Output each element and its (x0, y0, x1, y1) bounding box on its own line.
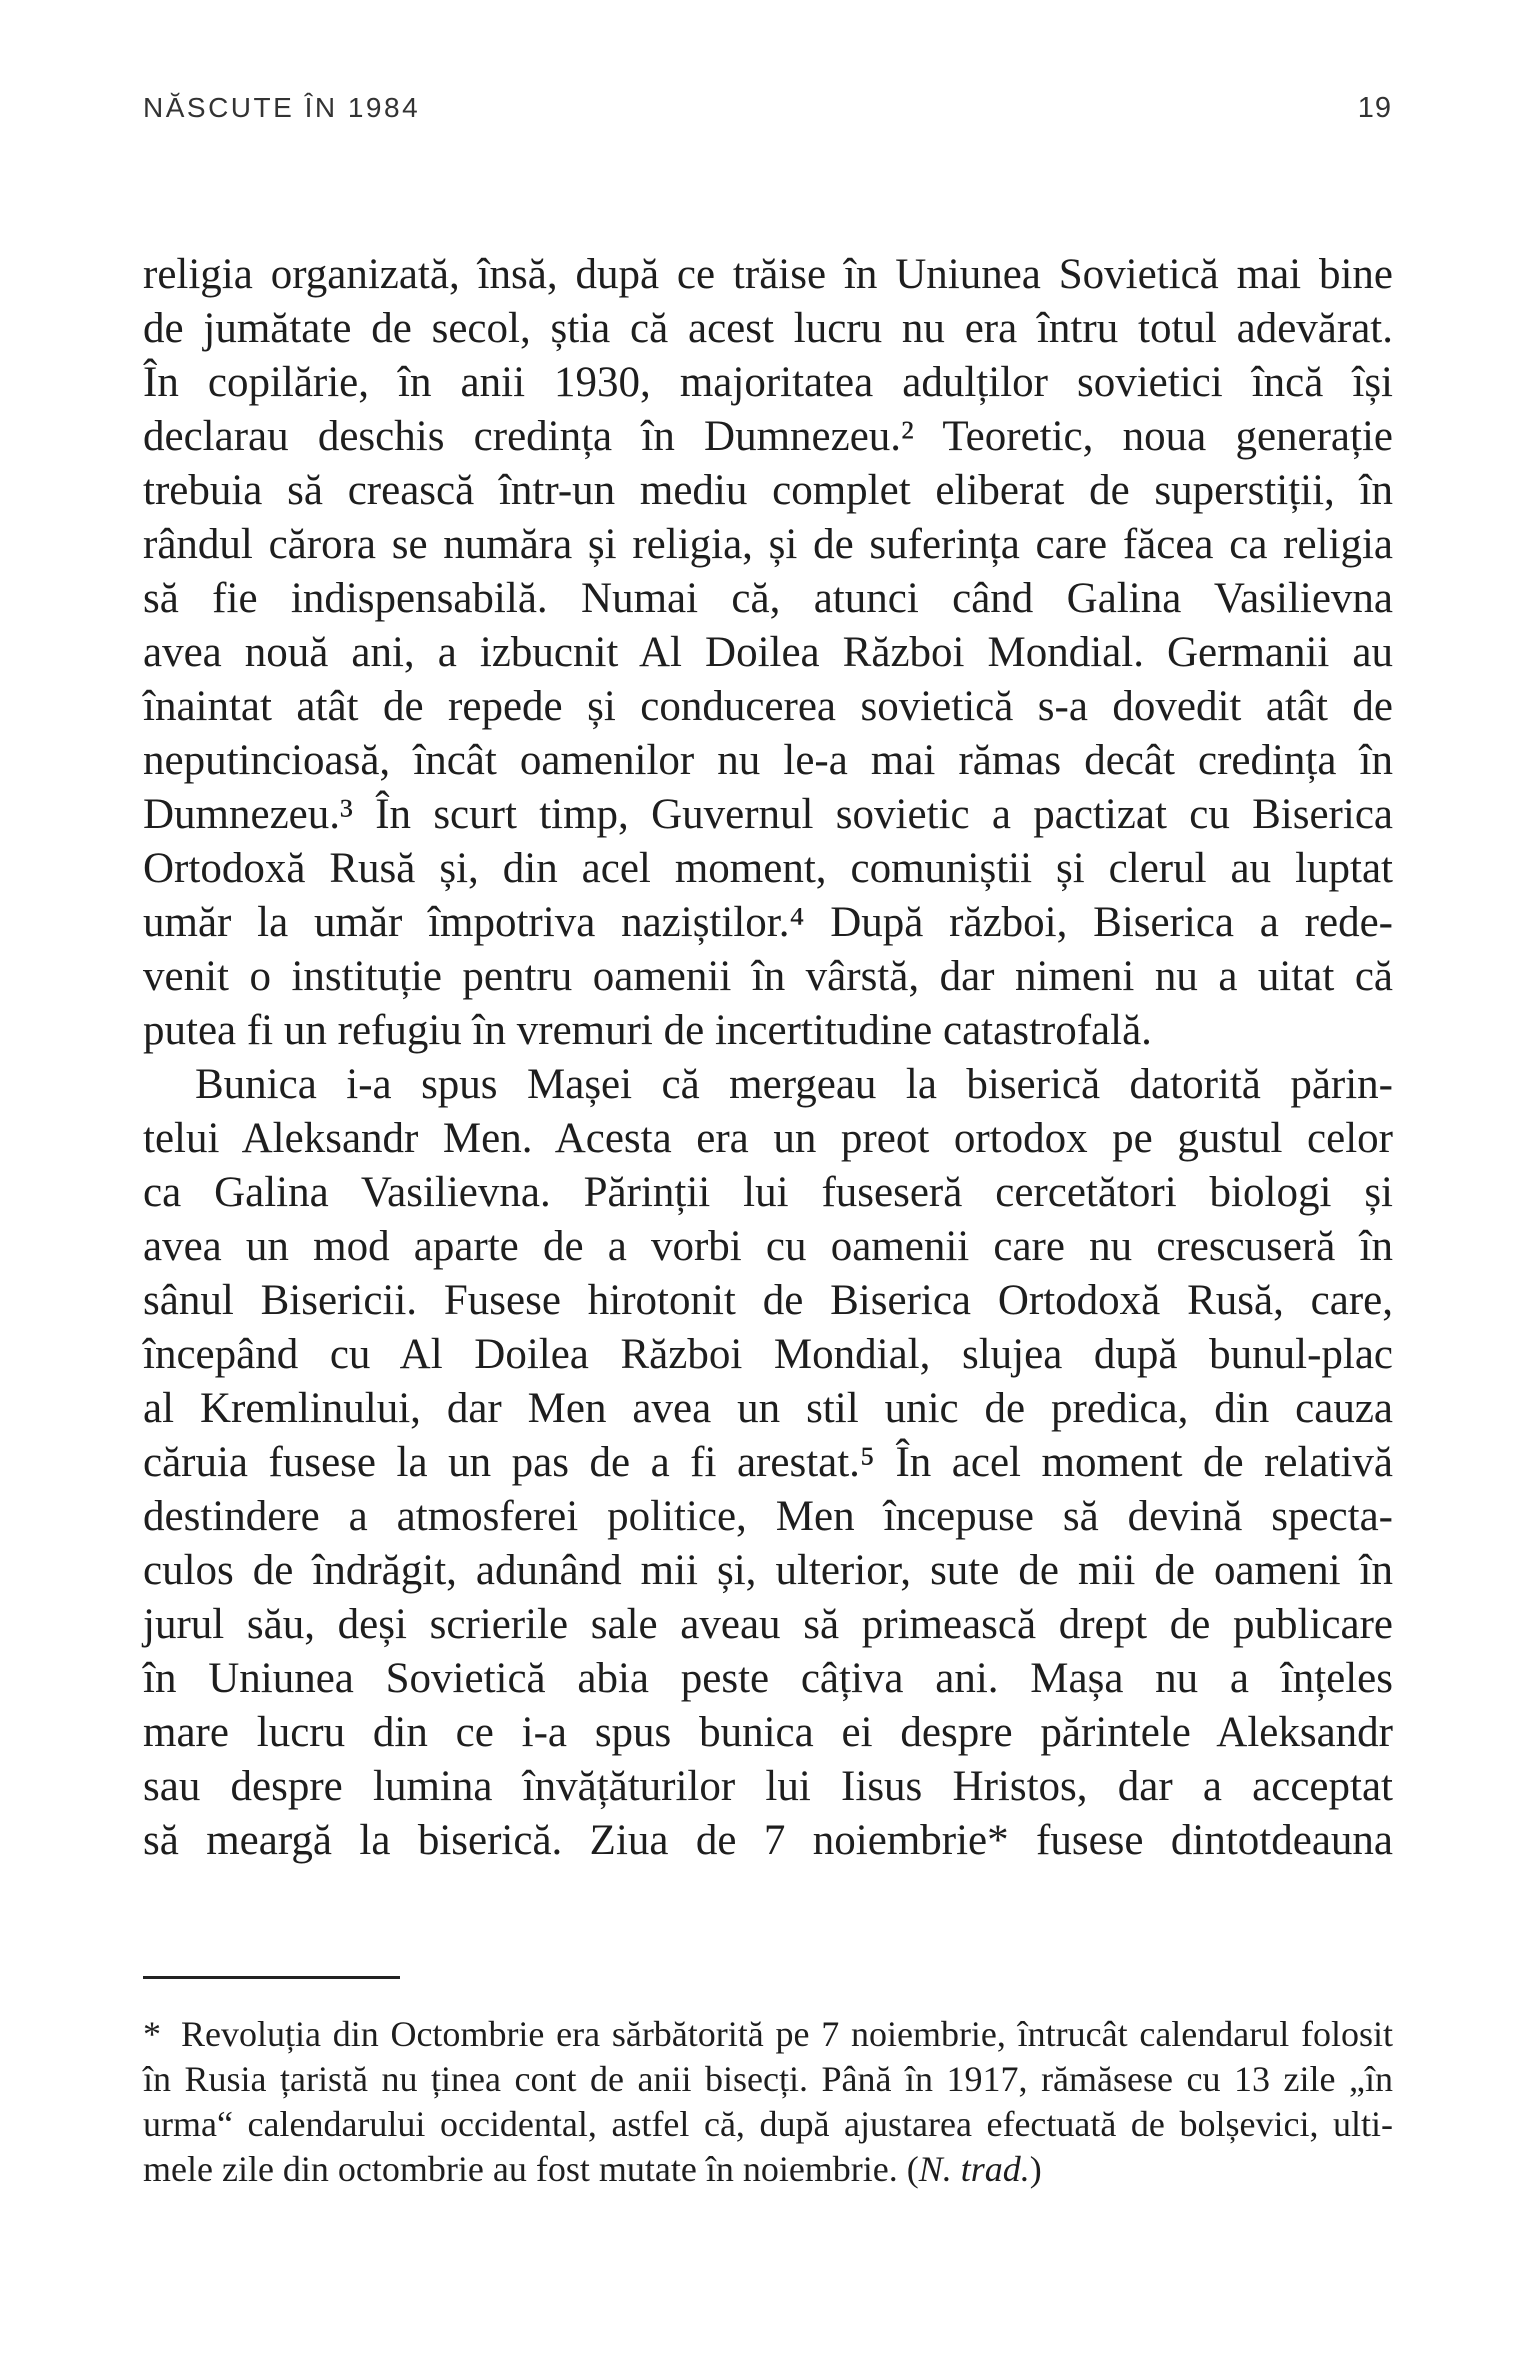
body-text (143, 248, 1393, 1868)
text-line: Bunica i-a spus Mașei că mergeau la biserică datorită părin- (195, 1061, 1393, 1108)
text-line: umăr la umăr împotriva naziștilor.⁴ După război, Biserica a rede- (143, 899, 1393, 946)
text-line: mare lucru din ce i-a spus bunica ei despre părintele Aleksandr (143, 1709, 1393, 1756)
text-line: neputincioasă, încât oamenilor nu le-a mai rămas decât credința în (143, 737, 1393, 784)
text-line: venit o instituție pentru oamenii în vârstă, dar nimeni nu a uitat că (143, 953, 1393, 1000)
paragraph-1 (143, 248, 1393, 1058)
text-line: înaintat atât de repede și conducerea sovietică s-a dovedit atât de (143, 683, 1393, 730)
footnote-line (143, 2102, 1393, 2147)
text-line: sau despre lumina învățăturilor lui Iisus Hristos, dar a acceptat (143, 1763, 1393, 1810)
text-line: putea fi un refugiu în vremuri de incertitudine catastrofală. (143, 1007, 1152, 1054)
running-head (143, 92, 1392, 125)
text-line: de jumătate de secol, știa că acest lucru nu era întru totul adevărat. (143, 305, 1393, 352)
text-line: să meargă la biserică. Ziua de 7 noiembrie* fusese dintotdeauna (143, 1817, 1393, 1864)
footnote-text: ) (1029, 2149, 1042, 2189)
page-number: 19 (1357, 92, 1392, 124)
footnote-text: Revoluția din Octombrie era sărbătorită pe 7 noiembrie, întrucât calendarul folosit (181, 2014, 1393, 2054)
text-line: începând cu Al Doilea Război Mondial, slujea după bunul-plac (143, 1331, 1393, 1378)
text-line: culos de îndrăgit, adunând mii și, ulterior, sute de mii de oameni în (143, 1547, 1393, 1594)
text-line: Ortodoxă Rusă și, din acel moment, comuniștii și clerul au luptat (143, 845, 1393, 892)
text-line: avea nouă ani, a izbucnit Al Doilea Război Mondial. Germanii au (143, 629, 1393, 676)
paragraph-2 (143, 1058, 1393, 1868)
text-line: rândul cărora se număra și religia, și de suferința care făcea ca religia (143, 521, 1393, 568)
footnote (143, 1976, 1393, 2192)
footnote-text: în Rusia țaristă nu ținea cont de anii bisecți. Până în 1917, rămăsese cu 13 zile „în (143, 2059, 1393, 2099)
text-line: trebuia să crească într-un mediu complet eliberat de superstiții, în (143, 467, 1393, 514)
text-line: În copilărie, în anii 1930, majoritatea adulților sovietici încă își (143, 359, 1393, 406)
text-line: sânul Bisericii. Fusese hirotonit de Biserica Ortodoxă Rusă, care, (143, 1277, 1393, 1324)
text-line: destindere a atmosferei politice, Men începuse să devină specta- (143, 1493, 1393, 1540)
footnote-line (143, 2057, 1393, 2102)
running-head-title: NĂSCUTE ÎN 1984 (143, 92, 421, 123)
text-line: căruia fusese la un pas de a fi arestat.⁵ În acel moment de relativă (143, 1439, 1393, 1486)
text-line: ca Galina Vasilievna. Părinții lui fuseseră cercetători biologi și (143, 1169, 1393, 1216)
text-line: jurul său, deși scrierile sale aveau să primească drept de publicare (143, 1601, 1393, 1648)
text-line: în Uniunea Sovietică abia peste câțiva ani. Mașa nu a înțeles (143, 1655, 1393, 1702)
footnote-text: mele zile din octombrie au fost mutate în noiembrie. ( (143, 2149, 919, 2189)
footnote-text: urma“ calendarului occidental, astfel că, după ajustarea efectuată de bolșevici, ulti- (143, 2104, 1393, 2144)
text-line: telui Aleksandr Men. Acesta era un preot ortodox pe gustul celor (143, 1115, 1393, 1162)
footnote-line (143, 2012, 1393, 2057)
translator-note-abbrev: N. trad. (918, 2149, 1030, 2189)
text-line: al Kremlinului, dar Men avea un stil unic de predica, din cauza (143, 1385, 1393, 1432)
text-line: avea un mod aparte de a vorbi cu oamenii care nu crescuseră în (143, 1223, 1393, 1270)
text-line: religia organizată, însă, după ce trăise în Uniunea Sovietică mai bine (143, 251, 1393, 298)
footnote-asterisk-marker: * (143, 2014, 161, 2054)
text-line: Dumnezeu.³ În scurt timp, Guvernul sovietic a pactizat cu Biserica (143, 791, 1393, 838)
footnote-line (143, 2147, 1393, 2192)
footnote-rule (143, 1976, 400, 1979)
text-line: declarau deschis credința în Dumnezeu.² Teoretic, noua generație (143, 413, 1393, 460)
text-line: să fie indispensabilă. Numai că, atunci când Galina Vasilievna (143, 575, 1393, 622)
